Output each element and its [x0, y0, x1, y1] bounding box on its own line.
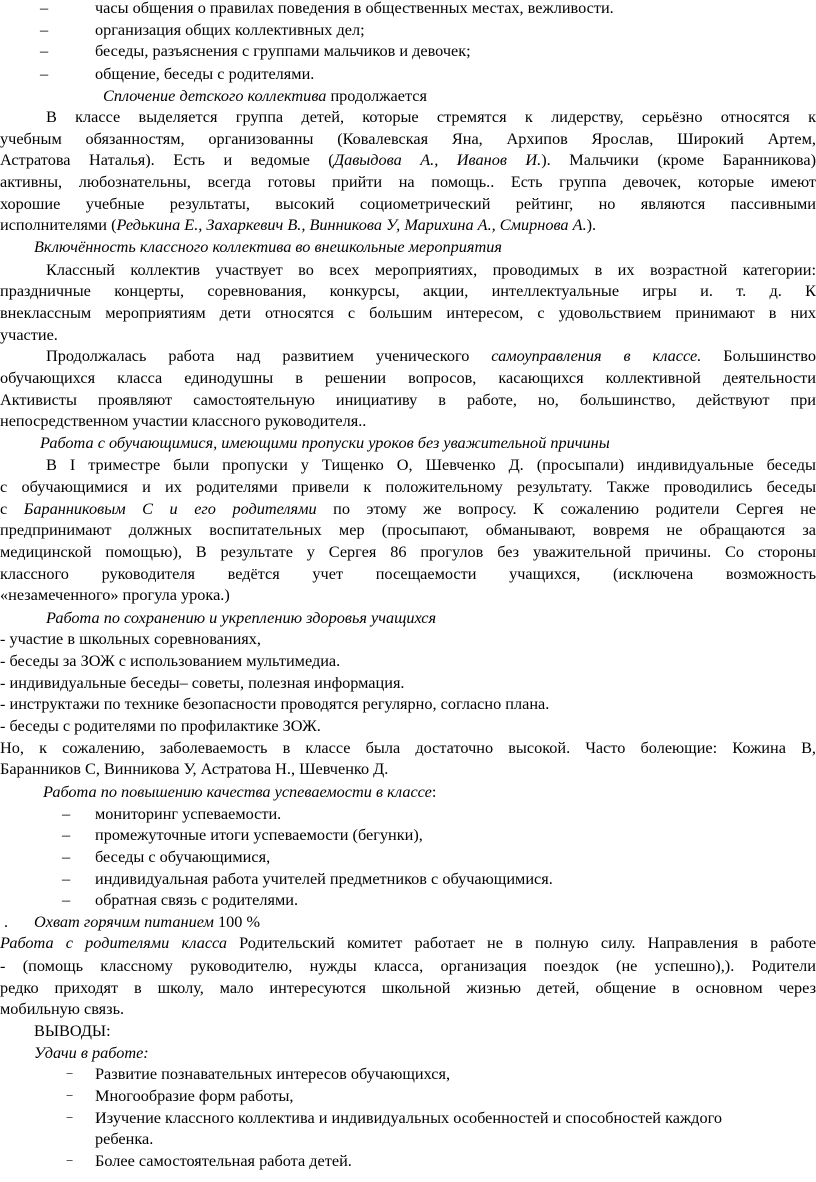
paragraph-line: В классе выделяется группа детей, которые стремятся к лидерству, серьёзно относятся к — [46, 107, 816, 127]
conclusions-heading: ВЫВОДЫ: — [34, 1021, 111, 1040]
paragraph-line: внеклассным мероприятиям дети относятся с большим интересом, с удовольствием принимают в них — [0, 302, 816, 322]
list-item: общение, беседы с родителями. — [95, 63, 315, 83]
list-dash: − — [66, 1087, 74, 1103]
paragraph-line: Работа с родителями класса Родительский комитет работает не в полную силу. Направления в работе — [0, 933, 816, 953]
list-dash: – — [40, 0, 49, 17]
list-item: обратная связь с родителями. — [95, 890, 299, 910]
list-item: - беседы за ЗОЖ с использованием мультимедиа. — [0, 651, 341, 671]
list-item: ребенка. — [95, 1129, 154, 1149]
paragraph-line: активны, любознательны, всегда готовы прийти на помощь.. Есть группа девочек, которые имеют — [0, 172, 816, 192]
paragraph-line: Классный коллектив участвует во всех мероприятиях, проводимых в их возрастной категории: — [46, 259, 816, 279]
list-item: часы общения о правилах поведения в общественных местах, вежливости. — [95, 0, 614, 17]
paragraph-line: медицинской помощью), В результате у Сергея 86 прогулов без уважительной причины. Со стороны — [0, 541, 816, 561]
paragraph-line: - (помощь классному руководителю, нужды класса, организация поездок (не успешно),). Родители — [0, 956, 816, 976]
section-heading-quality: Работа по повышению качества успеваемости в классе: — [43, 781, 437, 801]
list-dash: − — [66, 1066, 74, 1082]
paragraph-line: хорошие учебные результаты, высокий социометрический рейтинг, но являются пассивными — [0, 193, 816, 213]
list-dash: – — [62, 890, 71, 910]
list-item: индивидуальная работа учителей предметников с обучающимися. — [95, 868, 553, 888]
list-item: Изучение классного коллектива и индивидуальных особенностей и способностей каждого — [95, 1107, 722, 1127]
section-heading-splochenie: Сплочение детского коллектива продолжается — [103, 85, 427, 105]
paragraph-line: учебным обязанностям, организованны (Ковалевская Яна, Архипов Ярослав, Широкий Артем, — [0, 128, 816, 148]
list-dash: – — [62, 803, 71, 823]
paragraph-line: обучающихся класса единодушны в решении вопросов, касающихся коллективной деятельности — [0, 367, 816, 387]
paragraph-line: Продолжалась работа над развитием ученического самоуправления в классе. Большинство — [46, 346, 816, 366]
paragraph-line: мобильную связь. — [0, 999, 125, 1019]
list-item: промежуточные итоги успеваемости (бегунки), — [95, 825, 423, 845]
list-item: - инструктажи по технике безопасности проводятся регулярно, согласно плана. — [0, 694, 550, 714]
paragraph-line: Активисты проявляют самостоятельную инициативу в работе, но, большинство, действуют при — [0, 389, 816, 409]
paragraph-line: классного руководителя ведётся учет посещаемости учащихся, (исключена возможность — [0, 563, 816, 583]
paragraph-line: предпринимают должных воспитательных мер (просыпают, обманывают, вовремя не обращаются за — [0, 520, 816, 540]
list-item: - беседы с родителями по профилактике ЗОЖ. — [0, 716, 321, 736]
paragraph-line: исполнителями (Редькина Е., Захаркевич В., Винникова У, Марихина А., Смирнова А.). — [0, 215, 597, 235]
paragraph-line: Но, к сожалению, заболеваемость в классе была достаточно высокой. Часто болеющие: Кожина В, — [0, 737, 816, 757]
list-dash: – — [62, 868, 71, 888]
paragraph-line: Астратова Наталья). Есть и ведомые (Давыдова А., Иванов И.). Мальчики (кроме Баранникова) — [0, 150, 816, 170]
list-dash: − — [66, 1152, 74, 1168]
paragraph-line: непосредственном участии классного руководителя.. — [0, 411, 367, 431]
paragraph-line: участие. — [0, 324, 58, 344]
list-dash: – — [40, 63, 49, 83]
list-item: организация общих коллективных дел; — [95, 19, 365, 39]
paragraph-line: редко приходят в школу, мало интересуются школьной жизнью детей, общение в основном через — [0, 977, 816, 997]
paragraph-line: праздничные концерты, соревнования, конкурсы, акции, интеллектуальные игры и. т. д. К — [0, 281, 816, 301]
list-dash: − — [66, 1109, 74, 1125]
list-item: беседы с обучающимися, — [95, 846, 271, 866]
list-item: беседы, разъяснения с группами мальчиков и девочек; — [95, 41, 471, 61]
list-item: - индивидуальные беседы– советы, полезная информация. — [0, 672, 405, 692]
paragraph-line: с Баранниковым С и его родителями по этому же вопросу. К сожалению родители Сергея не — [0, 498, 816, 518]
list-dash: – — [40, 41, 49, 61]
paragraph-line: с обучающимися и их родителями привели к положительному результату. Также проводились беседы — [0, 477, 816, 497]
hot-meal-line: Охват горячим питанием 100 % — [34, 911, 260, 931]
paragraph-line: В I триместре были пропуски у Тищенко О, Шевченко Д. (просыпали) индивидуальные беседы — [46, 455, 816, 475]
paragraph-line: Баранников С, Винникова У, Астратова Н., Шевченко Д. — [0, 759, 389, 779]
section-heading-propuski: Работа с обучающимися, имеющими пропуски уроков без уважительной причины — [40, 432, 610, 452]
list-item: Развитие познавательных интересов обучающихся, — [95, 1064, 451, 1084]
section-heading-vklyuchennost: Включённость классного коллектива во внешкольные мероприятия — [34, 237, 502, 257]
list-dash: – — [40, 19, 49, 39]
list-item: Многообразие форм работы, — [95, 1085, 294, 1105]
list-item: Более самостоятельная работа детей. — [95, 1150, 352, 1170]
list-item: - участие в школьных соревнованиях, — [0, 629, 261, 649]
successes-heading: Удачи в работе: — [34, 1042, 149, 1062]
paragraph-line: «незамеченного» прогула урока.) — [0, 585, 230, 605]
list-item: мониторинг успеваемости. — [95, 803, 282, 823]
section-heading-health: Работа по сохранению и укреплению здоровья учащихся — [46, 607, 437, 627]
list-dash: – — [62, 825, 71, 845]
hot-meal-dot: . — [4, 911, 9, 931]
list-dash: – — [62, 846, 71, 866]
